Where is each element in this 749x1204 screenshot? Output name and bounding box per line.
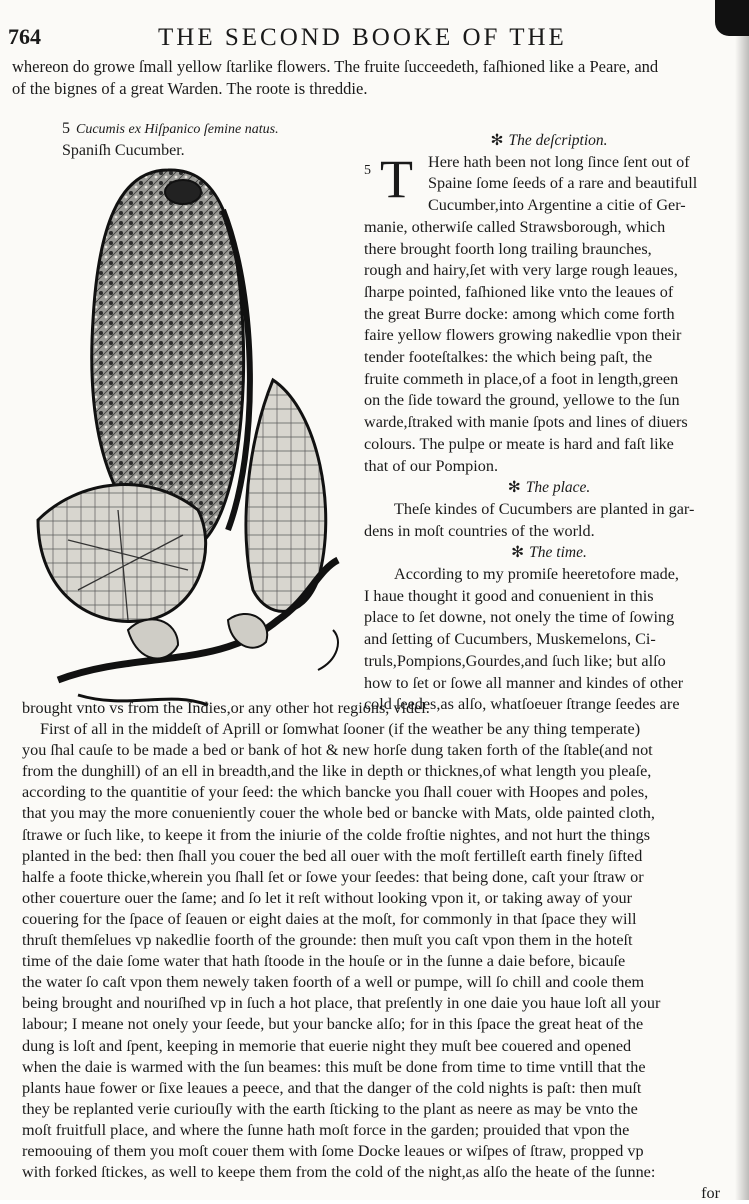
text-line: that of our Pompion. (364, 456, 498, 475)
drop-cap: T (380, 148, 413, 209)
heading-description (364, 130, 734, 152)
plate-english-name: Spaniſh Cucumber. (62, 142, 185, 159)
scan-corner-blot (715, 0, 749, 36)
text-line: on the ſide toward the ground, yellowe to the ſun (364, 391, 680, 410)
text-line: time of the daie ſome water that hath ſtoode in the houſe or in the ſunne a daie before, bicauſe (22, 952, 626, 971)
plate-number: 5 (62, 120, 70, 137)
text-line: Cucumber,into Argentine a citie of Ger- (428, 196, 686, 215)
text-line: faire yellow flowers growing nakedlie vpon their (364, 326, 682, 345)
text-line: being brought and nouriſhed vp in ſuch a hot place, that preſently in one daie you haue loſt all your (22, 994, 661, 1013)
text-line: couering for the ſpace of ſeauen or eight daies at the moſt, for commonly in that ſpace they will (22, 909, 637, 928)
text-line: I haue thought it good and conuenient in this (364, 586, 654, 605)
text-line: ſtrawe or ſuch like, to keepe it from the iniurie of the colde froſtie nightes, and not hurt the things (22, 825, 650, 844)
text-line: tender footeſtalkes: the which being paſt, the (364, 348, 653, 367)
text-line: and ſetting of Cucumbers, Muskemelons, Ci- (364, 630, 656, 649)
text-line: brought vnto vs from the Indies,or any other hot regions, videl. (22, 699, 430, 717)
text-line: fruite commeth in place,of a foot in length,green (364, 369, 679, 388)
text-line: Here hath been not long ſince ſent out of (428, 152, 690, 171)
text-line: with forked ſtickes, as well to keepe them from the cold of the night,as alſo the heate of the ſunne: (22, 1163, 656, 1182)
text-line: warde,ſtraked with manie ſpots and lines of diuers (364, 413, 688, 432)
text-line: manie, otherwiſe called Strawsborough, which (364, 217, 666, 236)
text-line: dens in moſt countries of the world. (364, 521, 595, 540)
text-line: remoouing of them you moſt couer them with ſome Docke leaues or wiſpes of ſtraw, propped vp (22, 1141, 644, 1160)
text-line: there brought foorth long trailing braunches, (364, 239, 652, 258)
text-line: ſharpe pointed, faſhioned like vnto the leaues of (364, 282, 674, 301)
text-line: First of all in the middeſt of Aprill or ſomwhat ſooner (if the weather be any thing temperate) (40, 720, 641, 739)
section-mark-icon: ✻ (511, 544, 525, 562)
right-leaf (246, 380, 326, 611)
cucumber-woodcut-illustration (18, 150, 348, 710)
text-line: that you may the more conueniently couer the whole bed or bancke with Mats, olde painted cloth, (22, 804, 655, 823)
text-line: planted in the bed: then ſhall you couer the bed all ouer with the moſt fertilleſt earth finely ſifted (22, 846, 643, 865)
text-line: cold ſeedes,as alſo, whatſoeuer ſtrange ſeedes are (364, 695, 680, 714)
text-line: when the daie is warmed with the ſun beames: this muſt be done from time to time vntill that the (22, 1057, 646, 1076)
text-line: rough and hairy,ſet with very large rough leaues, (364, 261, 678, 280)
page-number: 764 (8, 24, 41, 49)
text-line: moſt fruitfull place, and where the ſunne hath moſt force in the garden; prouided that vpon the (22, 1120, 630, 1139)
text-line: according to the quantitie of your ſeed: the which bancke you ſhall couer with Hoopes and poles, (22, 783, 649, 802)
text-line: the water ſo caſt vpon them newely taken foorth of a well or pumpe, will ſo chill and coole them (22, 973, 645, 992)
text-line: you ſhal cauſe to be made a bed or bank of hot & new horſe dung taken forth of the ſtable(and not (22, 741, 653, 760)
text-line: thruſt themſelues vp nakedlie foorth of the grounde: then muſt you caſt vpon them in the hoteſt (22, 931, 633, 950)
heading-text: The place. (525, 479, 591, 497)
text-line: place to ſet downe, not onely the time of ſowing (364, 608, 675, 627)
small-leaf (128, 619, 178, 658)
text-line: According to my promiſe heeretofore made, (394, 565, 679, 584)
text-line: Spaine ſome ſeeds of a rare and beautifull (428, 174, 698, 193)
text-line: whereon do growe ſmall yellow ſtarlike flowers. The fruite ſucceedeth, faſhioned like a Peare, and (12, 57, 659, 76)
text-line: truls,Pompions,Gourdes,and ſuch like; but alſo (364, 651, 666, 670)
intro-paragraph (12, 56, 724, 100)
text-line: other couerture ouer the ſame; and ſo let it reſt without looking vpon it, or taking away of your (22, 888, 633, 907)
margin-number: 5 (364, 162, 371, 178)
section-mark-icon: ✻ (507, 479, 521, 497)
page-header (8, 18, 708, 58)
section-mark-icon: ✻ (490, 132, 504, 149)
description-paragraph (364, 148, 734, 478)
heading-time (364, 542, 734, 564)
text-line: colours. The pulpe or meate is hard and faſt like (364, 434, 674, 453)
plate-latin-name: Cucumis ex Hiſpanico ſemine natus. (76, 122, 279, 137)
catchword: for (701, 1184, 720, 1203)
running-head: THE SECOND BOOKE OF THE (158, 24, 567, 51)
text-line: Theſe kindes of Cucumbers are planted in gar- (394, 499, 695, 518)
text-line: dung is loſt and ſpent, keeping in memorie that euerie night they muſt bee couered and opened (22, 1036, 632, 1055)
heading-text: The deſcription. (508, 132, 608, 149)
text-line: of the bignes of a great Warden. The roote is threddie. (12, 79, 368, 98)
text-line: from the dunghill) of an ell in breadth,and the like in depth or thicknes,of what length you pleaſe, (22, 762, 652, 781)
text-line: the great Burre docke: among which come forth (364, 304, 675, 323)
text-line: plants haue fower or ſixe leaues a peece, and that the danger of the cold nights is paſt: then muſt (22, 1078, 642, 1097)
text-line: how to ſet or ſowe all manner and kindes of other (364, 673, 684, 692)
full-width-text (22, 698, 738, 1204)
text-line: labour; I meane not onely your ſeede, but your bancke alſo; for in this ſpace the great heat of the (22, 1015, 644, 1034)
text-line: they be replanted verie curiouſly with the earth ſticking to the plant as neere as may be vnto the (22, 1099, 638, 1118)
heading-text: The time. (529, 544, 587, 562)
text-line: halfe a foote thicke,wherein you ſhall ſet or ſowe your ſeedes: that being done, caſt your ſtraw or (22, 867, 644, 886)
heading-place (364, 477, 734, 499)
right-column (364, 130, 734, 716)
